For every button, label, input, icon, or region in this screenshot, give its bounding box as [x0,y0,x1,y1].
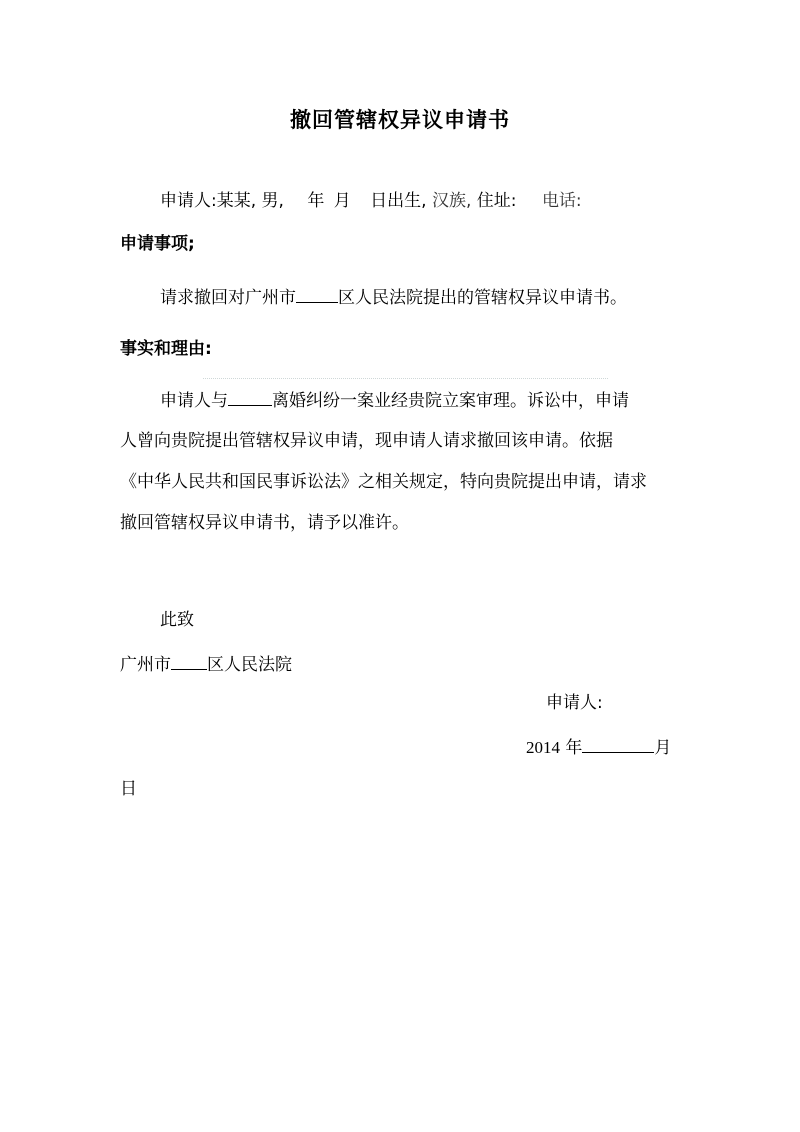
facts-line-4: 撤回管辖权异议申请书，请予以准许。 [120,513,409,533]
ethnicity: 汉族, [431,191,472,211]
signature-date [526,736,671,759]
applicant-gender: 男, [261,191,284,211]
court-text: 区人民法院 [207,655,292,675]
closing-salutation: 此致 [160,610,194,630]
facts-line-1 [160,389,629,412]
month-blank[interactable] [582,736,654,753]
dotted-separator [203,378,608,379]
applicant-name: 某某, [216,191,257,211]
facts-text: 申请人与 [160,391,228,411]
facts-text: 离婚纠纷一案业经贵院立案审理。诉讼中，申请 [272,391,629,411]
birth-year-unit: 年 [307,191,325,211]
request-body [160,286,627,309]
day-unit: 日 [120,779,137,799]
request-heading: 申请事项; [120,234,195,254]
birth-day-text: 日出生, [370,191,427,211]
facts-heading: 事实和理由: [120,339,212,359]
signature-year: 2014 [526,738,560,757]
document-title: 撤回管辖权异议申请书 [290,108,510,132]
facts-line-3: 《中华人民共和国民事诉讼法》之相关规定，特向贵院提出申请，请求 [120,472,647,492]
applicant-info-line [160,190,582,212]
request-text-after: 区人民法院提出的管辖权异议申请书。 [338,288,627,308]
party-blank[interactable] [228,389,272,406]
month-unit: 月 [654,738,672,758]
year-unit: 年 [565,738,583,758]
court-addressee [120,653,292,676]
signature-label: 申请人: [546,693,603,713]
phone-label: 电话: [541,191,582,211]
court-text: 广州市 [120,655,171,675]
facts-line-2: 人曾向贵院提出管辖权异议申请，现申请人请求撤回该申请。依据 [120,431,613,451]
request-text-before: 请求撤回对广州市 [160,288,296,308]
court-district-blank[interactable] [171,653,207,670]
birth-month-unit: 月 [333,191,351,211]
address-label: 住址: [476,191,517,211]
district-blank[interactable] [296,286,338,303]
applicant-label: 申请人: [160,191,217,211]
